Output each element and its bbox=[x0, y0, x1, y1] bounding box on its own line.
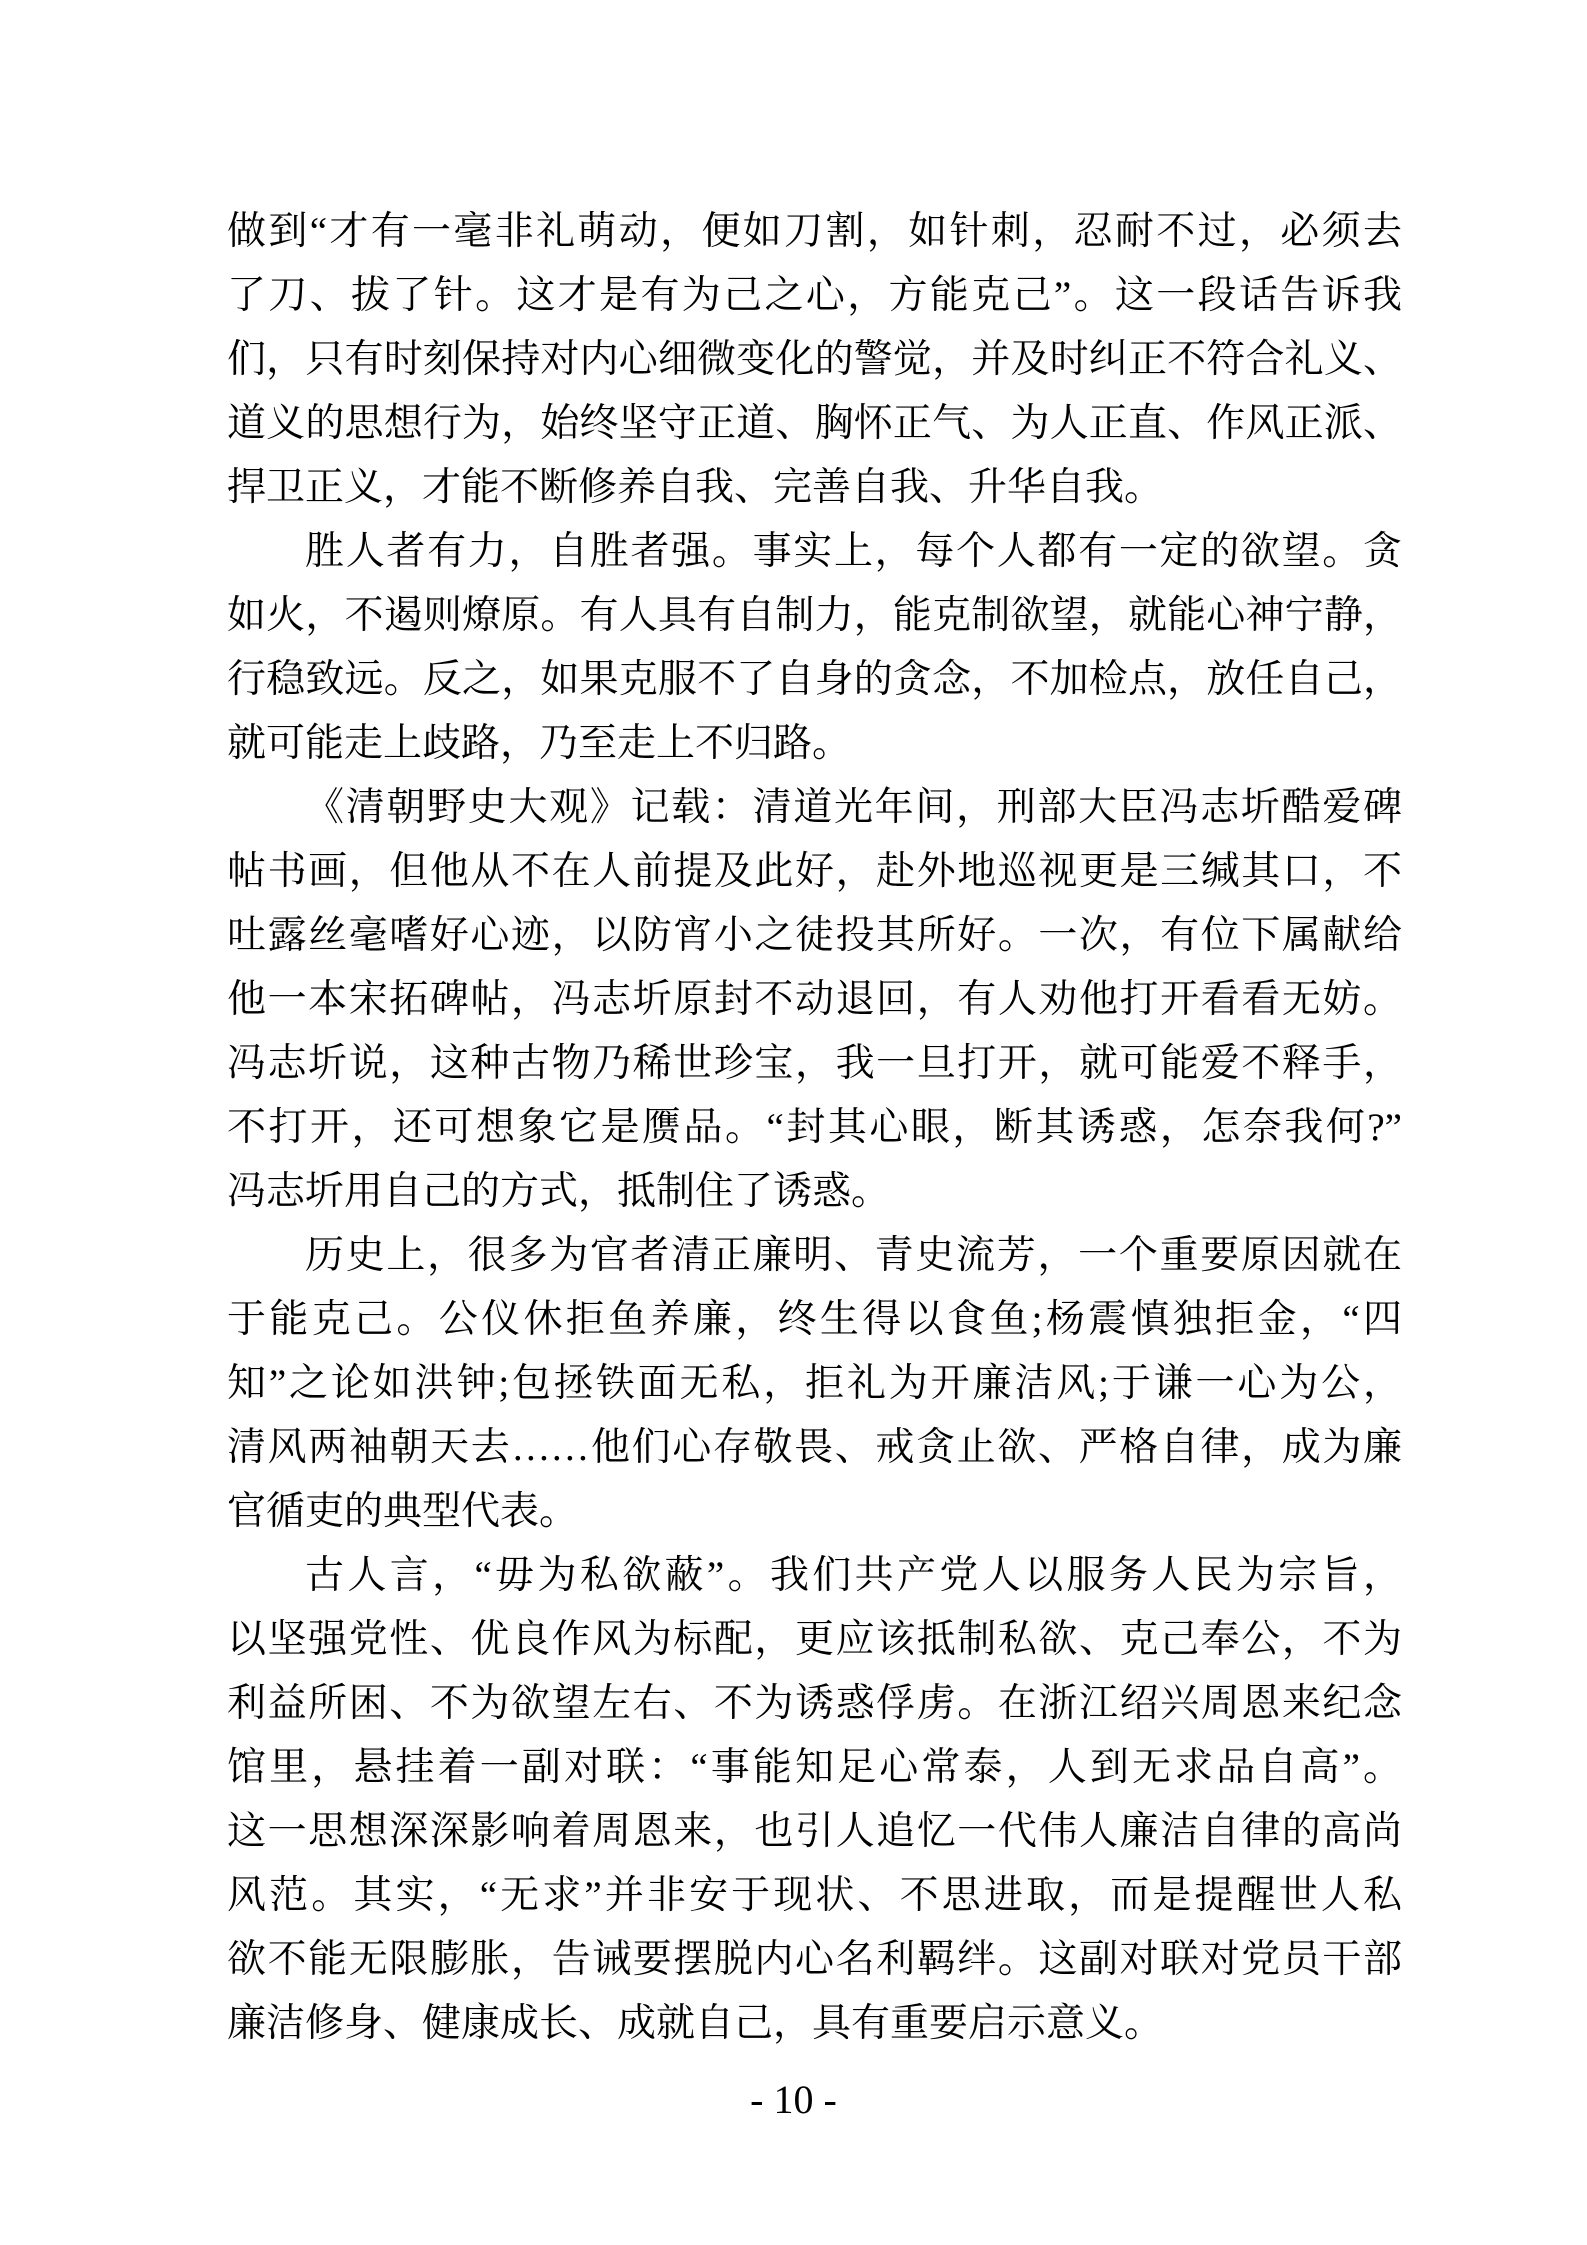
text-line: 们，只有时刻保持对内心细微变化的警觉，并及时纠正不符合礼义、 bbox=[227, 338, 1402, 381]
text-line: 官循吏的典型代表。 bbox=[227, 1490, 579, 1533]
text-line: 胜人者有力，自胜者强。事实上，每个人都有一定的欲望。贪 bbox=[305, 530, 1402, 573]
page-number: - 10 - bbox=[750, 2077, 837, 2122]
text-line: 古人言，“毋为私欲蔽”。我们共产党人以服务人民为宗旨， bbox=[305, 1554, 1402, 1597]
text-line: 于能克己。公仪休拒鱼养廉，终生得以食鱼;杨震慎独拒金，“四 bbox=[227, 1298, 1402, 1341]
text-line: 道义的思想行为，始终坚守正道、胸怀正气、为人正直、作风正派、 bbox=[227, 402, 1402, 445]
text-line: 行稳致远。反之，如果克服不了自身的贪念，不加检点，放任自己， bbox=[227, 658, 1402, 701]
text-line: 做到“才有一毫非礼萌动，便如刀割，如针刺，忍耐不过，必须去 bbox=[227, 210, 1402, 253]
text-line: 利益所困、不为欲望左右、不为诱惑俘虏。在浙江绍兴周恩来纪念 bbox=[227, 1682, 1402, 1725]
document-text bbox=[227, 200, 1402, 2056]
text-line: 就可能走上歧路，乃至走上不归路。 bbox=[227, 722, 852, 765]
text-line: 了刀、拔了针。这才是有为己之心，方能克己”。这一段话告诉我 bbox=[227, 274, 1402, 317]
text-line: 知”之论如洪钟;包拯铁面无私，拒礼为开廉洁风;于谦一心为公， bbox=[227, 1362, 1402, 1405]
text-line: 以坚强党性、优良作风为标配，更应该抵制私欲、克己奉公，不为 bbox=[227, 1618, 1402, 1661]
text-line: 欲不能无限膨胀，告诫要摆脱内心名利羁绊。这副对联对党员干部 bbox=[227, 1938, 1402, 1981]
text-line: 捍卫正义，才能不断修养自我、完善自我、升华自我。 bbox=[227, 466, 1164, 509]
text-line: 如火，不遏则燎原。有人具有自制力，能克制欲望，就能心神宁静， bbox=[227, 594, 1402, 637]
text-line: 这一思想深深影响着周恩来，也引人追忆一代伟人廉洁自律的高尚 bbox=[227, 1810, 1402, 1853]
text-line: 冯志圻说，这种古物乃稀世珍宝，我一旦打开，就可能爱不释手， bbox=[227, 1042, 1402, 1085]
text-line: 不打开，还可想象它是赝品。“封其心眼，断其诱惑，怎奈我何?” bbox=[227, 1106, 1402, 1149]
text-line: 风范。其实，“无求”并非安于现状、不思进取，而是提醒世人私 bbox=[227, 1874, 1402, 1917]
text-line: 廉洁修身、健康成长、成就自己，具有重要启示意义。 bbox=[227, 2002, 1164, 2045]
text-line: 清风两袖朝天去……他们心存敬畏、戒贪止欲、严格自律，成为廉 bbox=[227, 1426, 1402, 1469]
text-line: 《清朝野史大观》记载：清道光年间，刑部大臣冯志圻酷爱碑 bbox=[305, 786, 1402, 829]
text-line: 历史上，很多为官者清正廉明、青史流芳，一个重要原因就在 bbox=[305, 1234, 1402, 1277]
text-line: 冯志圻用自己的方式，抵制住了诱惑。 bbox=[227, 1170, 891, 1213]
text-line: 馆里，悬挂着一副对联：“事能知足心常泰，人到无求品自高”。 bbox=[227, 1746, 1402, 1789]
text-line: 他一本宋拓碑帖，冯志圻原封不动退回，有人劝他打开看看无妨。 bbox=[227, 978, 1402, 1021]
text-line: 帖书画，但他从不在人前提及此好，赴外地巡视更是三缄其口，不 bbox=[227, 850, 1402, 893]
text-line: 吐露丝毫嗜好心迹，以防宵小之徒投其所好。一次，有位下属献给 bbox=[227, 914, 1402, 957]
